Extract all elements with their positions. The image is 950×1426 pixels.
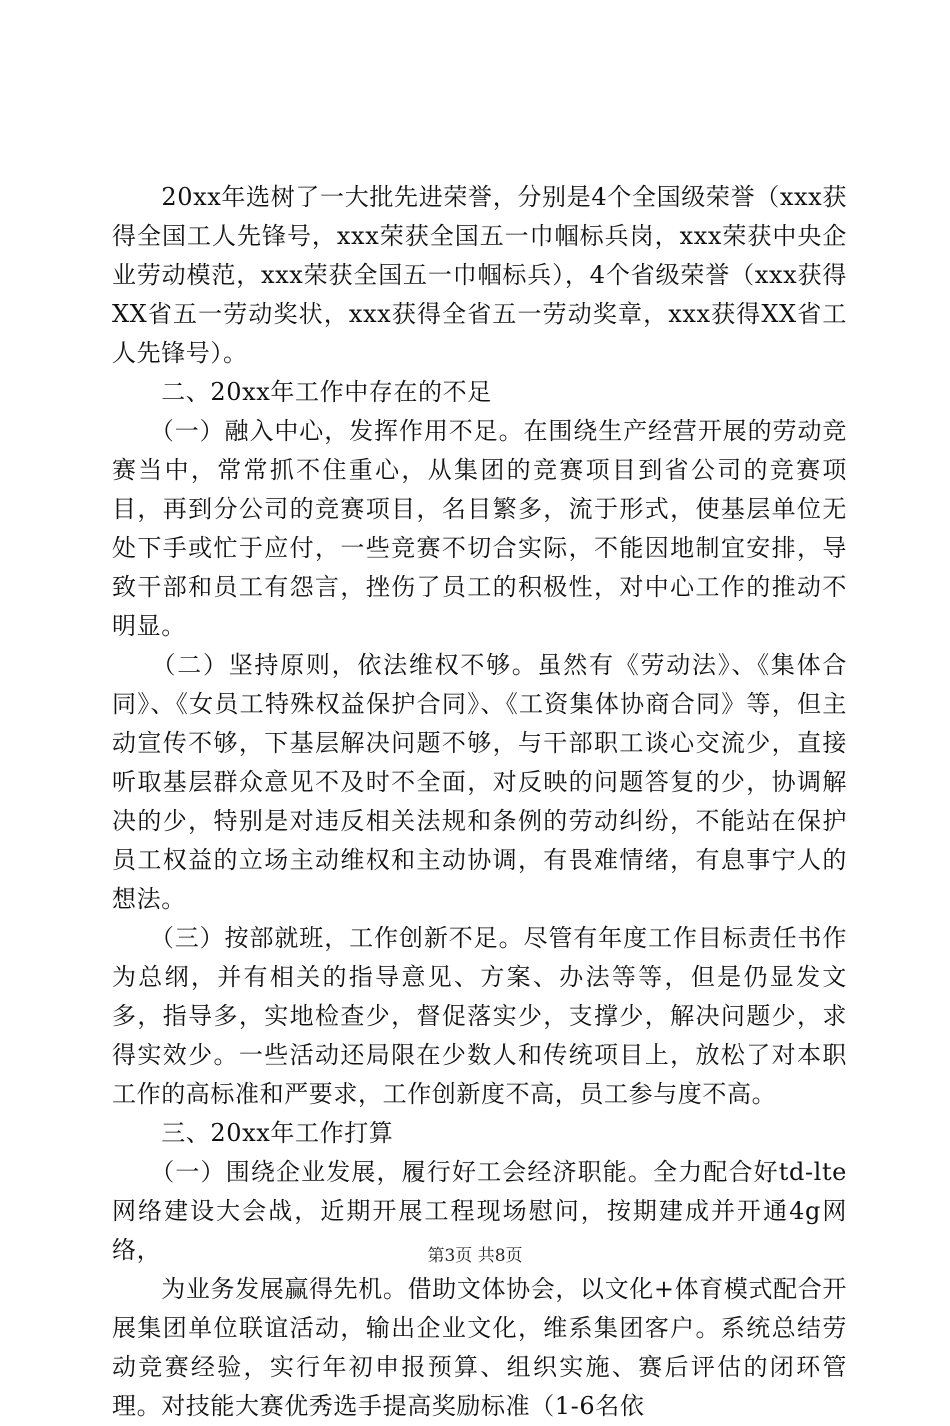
paragraph-shortcoming-3: （三）按部就班，工作创新不足。尽管有年度工作目标责任书作为总纲，并有相关的指导意见、方案、办法等等，但是仍显发文多，指导多，实地检查少，督促落实少，支撑少，解决问题少，求得实效少。一些活动还局限在少数人和传统项目上，放松了对本职工作的高标准和严要求，工作创新度不高，员工参与度不高。	[112, 924, 847, 1108]
paragraph-plan-1: （一）围绕企业发展，履行好工会经济职能。全力配合好td-lte网络建设大会战，近期开展工程现场慰问，按期建成并开通4g网络，	[112, 1158, 847, 1264]
paragraph-honors: 20xx年选树了一大批先进荣誉，分别是4个全国级荣誉（xxx获得全国工人先锋号，xxx荣获全国五一巾帼标兵岗，xxx荣获中央企业劳动模范，xxx荣获全国五一巾帼标兵），4个省级荣誉（xxx获得XX省五一劳动奖状，xxx获得全省五一劳动奖章，xxx获得XX省工人先锋号）。	[112, 183, 847, 367]
page-number-footer: 第3页 共8页	[427, 1246, 523, 1266]
heading-work-plan: 三、20xx年工作打算	[112, 1119, 394, 1147]
paragraph-plan-1-continued: 为业务发展赢得先机。借助文体协会，以文化+体育模式配合开展集团单位联谊活动，输出企业文化，维系集团客户。系统总结劳动竞赛经验，实行年初申报预算、组织实施、赛后评估的闭环管理。对技能大赛优秀选手提高奖励标准（1-6名依	[112, 1275, 847, 1420]
document-body	[112, 178, 847, 1426]
paragraph-shortcoming-1: （一）融入中心，发挥作用不足。在围绕生产经营开展的劳动竞赛当中，常常抓不住重心，从集团的竞赛项目到省公司的竞赛项目，再到分公司的竞赛项目，名目繁多，流于形式，使基层单位无处下手或忙于应付，一些竞赛不切合实际，不能因地制宜安排，导致干部和员工有怨言，挫伤了员工的积极性，对中心工作的推动不明显。	[112, 417, 847, 640]
heading-shortcomings: 二、20xx年工作中存在的不足	[112, 378, 492, 406]
paragraph-shortcoming-2: （二）坚持原则，依法维权不够。虽然有《劳动法》、《集体合同》、《女员工特殊权益保护合同》、《工资集体协商合同》等，但主动宣传不够，下基层解决问题不够，与干部职工谈心交流少，直接听取基层群众意见不及时不全面，对反映的问题答复的少，协调解决的少，特别是对违反相关法规和条例的劳动纠纷，不能站在保护员工权益的立场主动维权和主动协调，有畏难情绪，有息事宁人的想法。	[112, 651, 847, 913]
